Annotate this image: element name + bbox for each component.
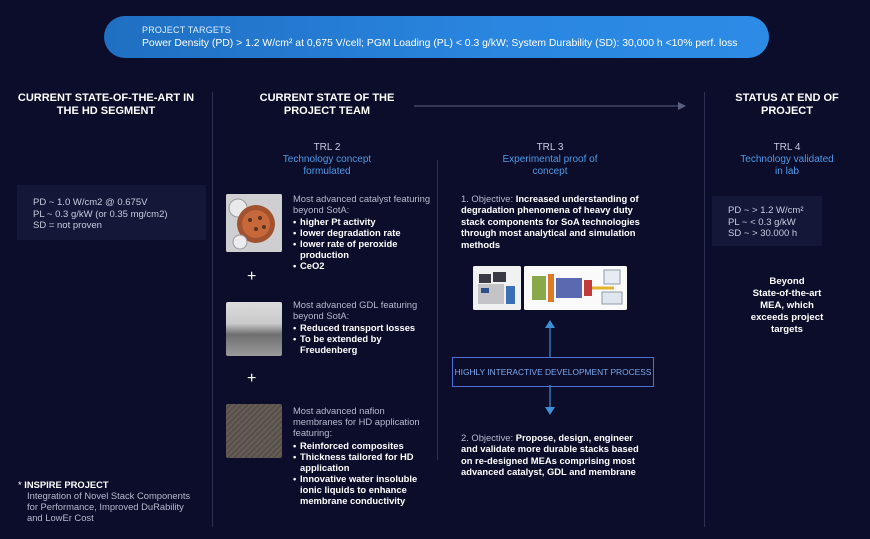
col1-title-line2: THE HD SEGMENT bbox=[56, 105, 156, 117]
col2-trl-sub2: formulated bbox=[303, 166, 351, 177]
beyond-line2: State-of-the-art bbox=[752, 288, 822, 299]
up-arrow bbox=[544, 320, 556, 358]
beyond-sota-text bbox=[704, 276, 870, 336]
catalyst-intro2: beyond SotA: bbox=[293, 204, 350, 216]
membrane-intro1: Most advanced nafion bbox=[293, 405, 385, 416]
objective-2-text: Propose, design, engineer and validate more durable stacks based on re-designed MEAs comprising most advanced catalyst, GDL and membrane bbox=[461, 432, 639, 478]
gdl-image bbox=[226, 302, 282, 356]
col3-trl-sub1: Experimental proof of bbox=[502, 154, 598, 165]
progress-arrow bbox=[414, 100, 686, 112]
membrane-bullet-1: • Reinforced composites bbox=[293, 440, 435, 451]
test-bench-illustration bbox=[473, 266, 521, 310]
col4-trl-sub2: in lab bbox=[775, 166, 799, 177]
col1-pd: PD ~ 1.0 W/cm2 @ 0.675V bbox=[33, 197, 148, 208]
catalyst-image bbox=[226, 194, 282, 252]
membrane-intro2: membranes for HD application featuring: bbox=[293, 416, 420, 439]
divider-col3 bbox=[437, 160, 438, 460]
col1-title bbox=[0, 92, 212, 118]
col2-trl: TRL 2 bbox=[313, 142, 341, 153]
project-targets-banner bbox=[104, 16, 769, 58]
col4-title-line1: STATUS AT END OF bbox=[735, 92, 839, 104]
col3-trl-subtitle bbox=[470, 154, 630, 178]
catalyst-bullet-1: • higher Pt activity bbox=[293, 216, 435, 227]
catalyst-intro1: Most advanced catalyst featuring bbox=[293, 193, 431, 204]
col4-title-line2: PROJECT bbox=[761, 105, 813, 117]
membrane-image bbox=[226, 404, 282, 458]
footer-asterisk: * bbox=[18, 479, 22, 490]
membrane-bullet-3: • Innovative water insoluble ionic liquids to enhance membrane conductivity bbox=[293, 473, 435, 506]
objective-1-text: Increased understanding of degradation phenomena of heavy duty stack components for SoA technologies through most analytical and simulation methods bbox=[461, 193, 640, 250]
col2-title-line1: CURRENT STATE OF THE bbox=[259, 92, 395, 104]
gdl-bullet-1: • Reduced transport losses bbox=[293, 322, 435, 333]
footer-line2: for Performance, Improved DuRability bbox=[27, 501, 184, 513]
footer-line3: and LowEr Cost bbox=[27, 512, 94, 524]
banner-label: PROJECT TARGETS bbox=[142, 25, 232, 35]
col4-values-box bbox=[712, 196, 822, 246]
objective-1 bbox=[461, 193, 641, 250]
col4-title bbox=[704, 92, 870, 118]
stack-diagram-image bbox=[524, 266, 627, 310]
col4-pd: PD ~ > 1.2 W/cm² bbox=[728, 205, 804, 216]
beyond-line1: Beyond bbox=[769, 276, 805, 287]
interactive-process-box: HIGHLY INTERACTIVE DEVELOPMENT PROCESS bbox=[452, 357, 654, 387]
gdl-intro1: Most advanced GDL featuring bbox=[293, 299, 418, 310]
beyond-line4: exceeds project bbox=[750, 312, 824, 323]
membrane-item bbox=[293, 405, 435, 506]
col2-trl-sub1: Technology concept bbox=[282, 154, 372, 165]
beyond-line5: targets bbox=[771, 324, 803, 335]
plus-sign-2: + bbox=[247, 370, 257, 387]
stack-diagram-illustration bbox=[524, 266, 627, 310]
membrane-bullet-2: • Thickness tailored for HD application bbox=[293, 451, 435, 473]
col3-trl-sub2: concept bbox=[532, 166, 568, 177]
catalyst-bullet-4: • CeO2 bbox=[293, 260, 435, 271]
col1-title-line1: CURRENT STATE-OF-THE-ART IN bbox=[17, 92, 195, 104]
col4-trl-subtitle bbox=[704, 154, 870, 178]
inspire-footer bbox=[18, 479, 208, 524]
test-bench-image bbox=[473, 266, 521, 310]
catalyst-illustration bbox=[226, 194, 282, 252]
col2-trl-subtitle bbox=[247, 154, 407, 178]
objective-1-prefix: 1. Objective: bbox=[461, 193, 516, 204]
col4-trl-sub1: Technology validated bbox=[740, 154, 834, 165]
col3-trl: TRL 3 bbox=[536, 142, 564, 153]
gdl-intro2: beyond SotA: bbox=[293, 310, 350, 322]
footer-line1: Integration of Novel Stack Components bbox=[27, 490, 191, 501]
col1-values-box bbox=[17, 185, 206, 240]
catalyst-item bbox=[293, 193, 435, 271]
catalyst-bullet-3: • lower rate of peroxide production bbox=[293, 238, 435, 260]
col4-sd: SD ~ > 30.000 h bbox=[728, 228, 798, 239]
catalyst-bullet-2: • lower degradation rate bbox=[293, 227, 435, 238]
col4-pl: PL ~ < 0.3 g/kW bbox=[728, 216, 796, 228]
footer-title: INSPIRE PROJECT bbox=[24, 479, 109, 490]
col2-title bbox=[247, 92, 407, 118]
down-arrow bbox=[544, 385, 556, 415]
gdl-item bbox=[293, 299, 435, 355]
gdl-bullet-2: • To be extended by Freudenberg bbox=[293, 333, 435, 355]
objective-2 bbox=[461, 432, 641, 478]
objective-2-prefix: 2. Objective: bbox=[461, 432, 516, 443]
col4-trl: TRL 4 bbox=[773, 142, 801, 153]
col1-sd: SD = not proven bbox=[33, 220, 102, 231]
col2-title-line2: PROJECT TEAM bbox=[283, 105, 371, 117]
divider-col1 bbox=[212, 92, 213, 527]
col1-pl: PL ~ 0.3 g/kW (or 0.35 mg/cm2) bbox=[33, 208, 168, 220]
beyond-line3: MEA, which bbox=[760, 300, 814, 311]
banner-text: Power Density (PD) > 1.2 W/cm² at 0,675 V/cell; PGM Loading (PL) < 0.3 g/kW; System Durability (SD): 30,000 h <10% perf. loss bbox=[142, 38, 738, 49]
plus-sign-1: + bbox=[247, 268, 257, 285]
